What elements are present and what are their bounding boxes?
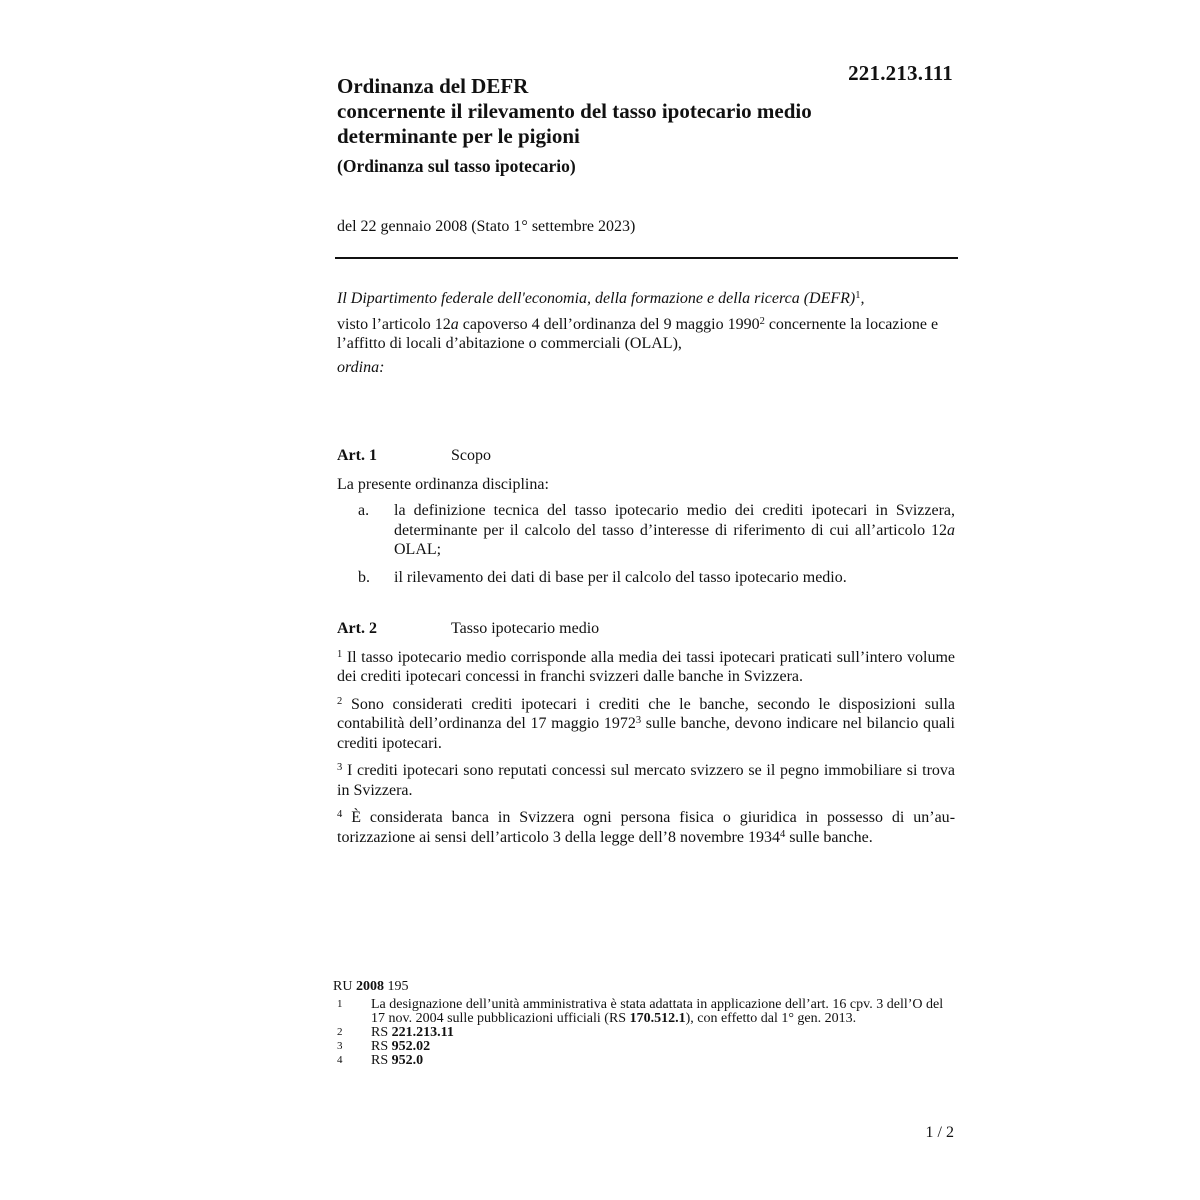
issuer-text: Il Dipartimento federale dell'economia, della formazione e della ricerca (DEFR) [337, 290, 856, 307]
ru-prefix: RU [333, 979, 356, 994]
ru-page: 195 [383, 979, 409, 994]
paragraph-text-a: È considerata banca in Svizzera ogni persona fisica o giuridica in possesso di un’autorizzazione ai sensi dell’articolo 3 della legge dell’8 novembre 1934 [337, 809, 956, 846]
title-line-3: determinante per le pigioni [337, 124, 580, 148]
visto-text-c: concernente la locazione e l’affitto di locali d’abitazione o commerciali (OLAL), [337, 315, 939, 352]
list-item-letter: b. [358, 568, 370, 586]
paragraph-text: Il tasso ipotecario medio corrisponde alla media dei tassi ipotecari praticati sull’intero volume dei crediti ipotecari concessi in franchi svizzeri dalle banche in Svizzera. [337, 648, 956, 685]
footnote-number: 1 [337, 998, 343, 1010]
footnote-ref-1[interactable]: 1 [855, 290, 861, 301]
issuer-comma: , [860, 290, 865, 307]
footnote-number: 2 [337, 1026, 343, 1038]
enactment-date: del 22 gennaio 2008 (Stato 1° settembre 2023) [337, 218, 636, 235]
list-item-text [394, 501, 955, 560]
article-1-number: Art. 1 [337, 447, 377, 464]
article-1-header [337, 446, 955, 466]
article-1-heading: Scopo [451, 447, 491, 464]
footnote-text-a: La designazione dell’unità amministrativa è stata adattata in applicazione dell’art. 16 cpv. 3 dell’O del 17 nov. 2004 sulle pubblicazioni ufficiali (RS [371, 997, 944, 1026]
footnote-text [371, 1026, 957, 1040]
item-a-italic: a [947, 521, 955, 539]
footnote-text-a: RS [371, 1025, 392, 1040]
list-item [337, 568, 955, 588]
article-2-paragraph-3 [337, 761, 955, 800]
footnote-ref-4[interactable]: 4 [779, 828, 786, 840]
sr-number: 221.213.111 [848, 61, 953, 85]
article-2 [337, 619, 955, 855]
paragraph-number: 1 [337, 648, 343, 660]
footnote-text-a: RS [371, 1039, 392, 1054]
preamble [337, 289, 957, 377]
article-2-paragraph-4 [337, 808, 955, 847]
footnote-text-b: ), con effetto dal 1° gen. 2013. [685, 1011, 857, 1026]
article-2-paragraph-1 [337, 648, 955, 687]
footnotes [337, 998, 957, 1068]
list-item-letter: a. [358, 502, 370, 519]
short-title: (Ordinanza sul tasso ipotecario) [337, 156, 576, 176]
article-1 [337, 446, 955, 595]
item-a-text-a: la definizione tecnica del tasso ipotecario medio dei crediti ipotecari in Svizzera, determinante per il calcolo del tasso d’interesse di riferimento di cui all’articolo 12 [394, 502, 955, 539]
list-item [337, 501, 955, 560]
footnote-text [371, 998, 957, 1026]
preamble-ordina: ordina: [337, 358, 385, 376]
footnote-link[interactable]: 952.0 [391, 1053, 424, 1068]
footnote-number: 4 [337, 1054, 343, 1066]
footnote-4 [337, 1054, 957, 1068]
footnote-text [371, 1054, 957, 1068]
paragraph-text-a: Sono considerati crediti ipotecari i crediti che le banche, secondo le disposizioni sulla contabilità dell’ordinanza del 17 maggio 1972 [337, 695, 956, 732]
article-2-number: Art. 2 [337, 620, 377, 637]
article-2-heading: Tasso ipotecario medio [451, 620, 600, 637]
official-compilation-ref [333, 978, 408, 995]
paragraph-number: 2 [337, 695, 343, 707]
item-a-text-b: OLAL; [394, 541, 442, 558]
footnote-link[interactable]: 952.02 [391, 1039, 431, 1054]
paragraph-text-b: sulle banche, devono indicare nel bilancio quali crediti ipotecari. [337, 715, 955, 752]
page-number: 1 / 2 [925, 1124, 954, 1141]
footnote-1 [337, 998, 957, 1026]
ru-year: 2008 [355, 979, 384, 994]
footnote-ref-3[interactable]: 3 [635, 715, 642, 726]
footnote-3 [337, 1040, 957, 1054]
footnote-number: 3 [337, 1040, 343, 1052]
preamble-visto [337, 315, 957, 354]
paragraph-text-b: sulle banche. [785, 828, 873, 846]
header-divider [335, 257, 958, 259]
paragraph-number: 3 [337, 762, 343, 773]
footnote-link[interactable]: 170.512.1 [629, 1011, 686, 1026]
article-2-header [337, 619, 955, 639]
title-block [337, 74, 957, 177]
footnote-2 [337, 1026, 957, 1040]
article-1-list [337, 501, 955, 587]
paragraph-number: 4 [337, 809, 343, 820]
title-line-1: Ordinanza del DEFR [337, 74, 529, 98]
footnote-link[interactable]: 221.213.11 [391, 1025, 454, 1040]
article-2-paragraph-2 [337, 695, 955, 754]
visto-italic: a [450, 315, 459, 333]
footnote-text [371, 1040, 957, 1054]
visto-text-a: visto l’articolo 12 [337, 315, 451, 333]
footnote-text-a: RS [371, 1053, 392, 1068]
article-1-intro: La presente ordinanza disciplina: [337, 475, 549, 493]
visto-text-b: capoverso 4 dell’ordinanza del 9 maggio 1990 [458, 315, 760, 333]
footnote-ref-2[interactable]: 2 [759, 315, 765, 327]
preamble-issuer [337, 289, 957, 309]
list-item-text: il rilevamento dei dati di base per il calcolo del tasso ipotecario medio. [394, 568, 847, 586]
title-line-2: concernente il rilevamento del tasso ipotecario medio [337, 99, 812, 123]
paragraph-text: I crediti ipotecari sono reputati concessi sul mercato svizzero se il pegno immobiliare si trova in Svizzera. [337, 762, 956, 799]
